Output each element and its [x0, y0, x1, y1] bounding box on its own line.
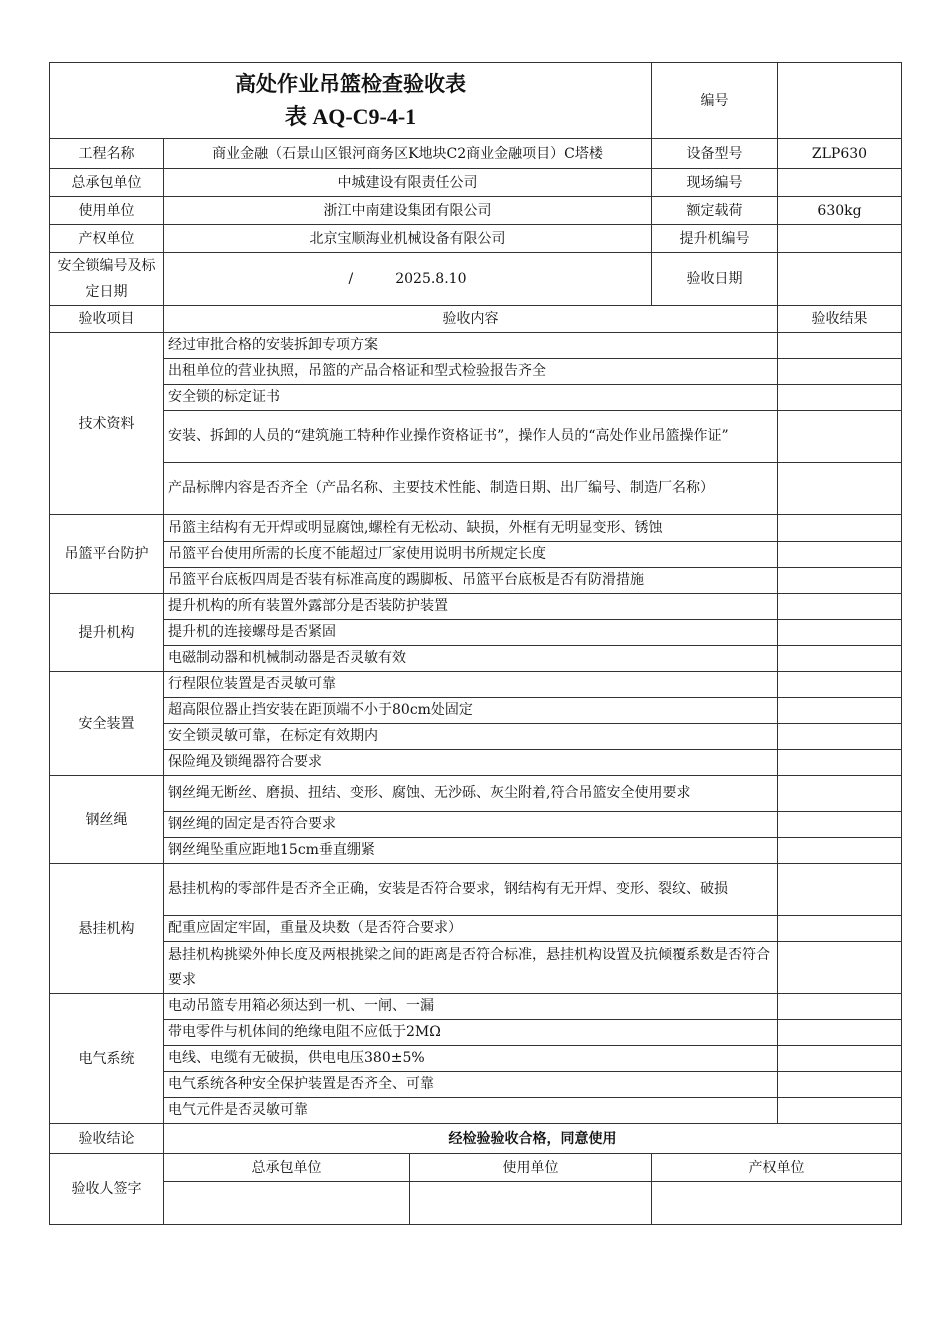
check-row	[50, 750, 902, 776]
column-header-item: 验收项目	[50, 306, 164, 333]
check-result-cell[interactable]	[778, 812, 902, 838]
check-row	[50, 542, 902, 568]
check-item-text: 产品标牌内容是否齐全（产品名称、主要技术性能、制造日期、出厂编号、制造厂名称）	[164, 463, 778, 515]
check-item-text: 吊篮平台底板四周是否装有标准高度的踢脚板、吊篮平台底板是否有防滑措施	[164, 568, 778, 594]
lock-label: 安全锁编号及标定日期	[50, 253, 164, 306]
check-result-cell[interactable]	[778, 864, 902, 916]
check-row	[50, 776, 902, 812]
check-result-cell[interactable]	[778, 1098, 902, 1124]
number-label: 编号	[652, 63, 778, 139]
check-item-text: 出租单位的营业执照，吊篮的产品合格证和型式检验报告齐全	[164, 359, 778, 385]
check-row	[50, 672, 902, 698]
check-row	[50, 838, 902, 864]
model-label: 设备型号	[652, 139, 778, 169]
check-item-text: 吊篮平台使用所需的长度不能超过厂家使用说明书所规定长度	[164, 542, 778, 568]
check-row	[50, 994, 902, 1020]
check-item-text: 钢丝绳坠重应距地15cm垂直绷紧	[164, 838, 778, 864]
check-row	[50, 463, 902, 515]
check-result-cell[interactable]	[778, 594, 902, 620]
section-name: 吊篮平台防护	[50, 515, 164, 594]
check-item-text: 电气元件是否灵敏可靠	[164, 1098, 778, 1124]
check-item-text: 钢丝绳无断丝、磨损、扭结、变形、腐蚀、无沙砾、灰尘附着,符合吊篮安全使用要求	[164, 776, 778, 812]
check-row	[50, 620, 902, 646]
check-result-cell[interactable]	[778, 620, 902, 646]
check-result-cell[interactable]	[778, 1020, 902, 1046]
check-item-text: 安全锁的标定证书	[164, 385, 778, 411]
hoist-no-value	[778, 225, 902, 253]
check-result-cell[interactable]	[778, 1072, 902, 1098]
accept-date-label: 验收日期	[652, 253, 778, 306]
project-value: 商业金融（石景山区银河商务区K地块C2商业金融项目）C塔楼	[164, 139, 652, 169]
check-row	[50, 594, 902, 620]
section-name: 电气系统	[50, 994, 164, 1124]
check-row	[50, 916, 902, 942]
check-row	[50, 385, 902, 411]
check-item-text: 配重应固定牢固，重量及块数（是否符合要求）	[164, 916, 778, 942]
check-row	[50, 812, 902, 838]
check-result-cell[interactable]	[778, 333, 902, 359]
column-header-content: 验收内容	[164, 306, 778, 333]
contractor-label: 总承包单位	[50, 169, 164, 197]
check-item-text: 超高限位器止挡安装在距顶端不小于80cm处固定	[164, 698, 778, 724]
check-row	[50, 568, 902, 594]
check-row	[50, 1020, 902, 1046]
check-row	[50, 698, 902, 724]
section-name: 安全装置	[50, 672, 164, 776]
signature-box-owner[interactable]	[652, 1182, 902, 1225]
signature-header-owner: 产权单位	[652, 1154, 902, 1182]
check-result-cell[interactable]	[778, 359, 902, 385]
check-result-cell[interactable]	[778, 646, 902, 672]
rated-load-value: 630kg	[778, 197, 902, 225]
site-no-value	[778, 169, 902, 197]
lock-calibration-date: 2025.8.10	[395, 271, 467, 287]
acceptance-form-table	[49, 62, 902, 1225]
model-value: ZLP630	[778, 139, 902, 169]
owner-label: 产权单位	[50, 225, 164, 253]
section-name: 提升机构	[50, 594, 164, 672]
check-item-text: 行程限位装置是否灵敏可靠	[164, 672, 778, 698]
accept-date-value	[778, 253, 902, 306]
signature-box-contractor[interactable]	[164, 1182, 410, 1225]
hoist-no-label: 提升机编号	[652, 225, 778, 253]
signature-label: 验收人签字	[50, 1154, 164, 1225]
lock-number-separator: /	[348, 271, 354, 287]
check-item-text: 保险绳及锁绳器符合要求	[164, 750, 778, 776]
check-result-cell[interactable]	[778, 916, 902, 942]
check-row	[50, 724, 902, 750]
check-row	[50, 646, 902, 672]
section-name: 技术资料	[50, 333, 164, 515]
section-name: 悬挂机构	[50, 864, 164, 994]
check-row	[50, 515, 902, 542]
check-item-text: 带电零件与机体间的绝缘电阻不应低于2MΩ	[164, 1020, 778, 1046]
check-result-cell[interactable]	[778, 838, 902, 864]
check-result-cell[interactable]	[778, 698, 902, 724]
check-item-text: 提升机构的所有装置外露部分是否装防护装置	[164, 594, 778, 620]
form-title: 高处作业吊篮检查验收表	[235, 71, 466, 96]
conclusion-label: 验收结论	[50, 1124, 164, 1154]
check-result-cell[interactable]	[778, 750, 902, 776]
form-title-cell	[50, 63, 652, 139]
form-code: 表 AQ-C9-4-1	[284, 103, 417, 129]
check-result-cell[interactable]	[778, 411, 902, 463]
contractor-value: 中城建设有限责任公司	[164, 169, 652, 197]
check-item-text: 提升机的连接螺母是否紧固	[164, 620, 778, 646]
inspection-sections	[50, 333, 902, 1124]
check-item-text: 安装、拆卸的人员的“建筑施工特种作业操作资格证书”，操作人员的“高处作业吊篮操作证”	[164, 411, 778, 463]
check-result-cell[interactable]	[778, 994, 902, 1020]
project-label: 工程名称	[50, 139, 164, 169]
column-header-result: 验收结果	[778, 306, 902, 333]
check-item-text: 电动吊篮专用箱必须达到一机、一闸、一漏	[164, 994, 778, 1020]
check-item-text: 电磁制动器和机械制动器是否灵敏有效	[164, 646, 778, 672]
check-row	[50, 359, 902, 385]
check-item-text: 安全锁灵敏可靠，在标定有效期内	[164, 724, 778, 750]
check-result-cell[interactable]	[778, 385, 902, 411]
check-item-text: 经过审批合格的安装拆卸专项方案	[164, 333, 778, 359]
check-item-text: 悬挂机构挑梁外伸长度及两根挑梁之间的距离是否符合标准，悬挂机构设置及抗倾覆系数是否符合要求	[164, 942, 778, 994]
check-item-text: 悬挂机构的零部件是否齐全正确，安装是否符合要求，钢结构有无开焊、变形、裂纹、破损	[164, 864, 778, 916]
check-item-text: 电气系统各种安全保护装置是否齐全、可靠	[164, 1072, 778, 1098]
check-result-cell[interactable]	[778, 672, 902, 698]
check-row	[50, 1098, 902, 1124]
check-result-cell[interactable]	[778, 542, 902, 568]
check-result-cell[interactable]	[778, 724, 902, 750]
check-item-text: 电线、电缆有无破损，供电电压380±5%	[164, 1046, 778, 1072]
check-row	[50, 1046, 902, 1072]
site-no-label: 现场编号	[652, 169, 778, 197]
owner-value: 北京宝顺海业机械设备有限公司	[164, 225, 652, 253]
check-result-cell[interactable]	[778, 1046, 902, 1072]
check-result-cell[interactable]	[778, 776, 902, 812]
rated-load-label: 额定载荷	[652, 197, 778, 225]
check-result-cell[interactable]	[778, 463, 902, 515]
user-label: 使用单位	[50, 197, 164, 225]
check-row	[50, 864, 902, 916]
conclusion-value: 经检验验收合格，同意使用	[164, 1124, 902, 1154]
check-result-cell[interactable]	[778, 942, 902, 994]
signature-box-user[interactable]	[410, 1182, 652, 1225]
check-result-cell[interactable]	[778, 568, 902, 594]
check-row	[50, 333, 902, 359]
signature-header-contractor: 总承包单位	[164, 1154, 410, 1182]
check-item-text: 吊篮主结构有无开焊或明显腐蚀,螺栓有无松动、缺损，外框有无明显变形、锈蚀	[164, 515, 778, 542]
check-row	[50, 942, 902, 994]
number-value	[778, 63, 902, 139]
check-row	[50, 411, 902, 463]
section-name: 钢丝绳	[50, 776, 164, 864]
signature-header-user: 使用单位	[410, 1154, 652, 1182]
user-value: 浙江中南建设集团有限公司	[164, 197, 652, 225]
check-row	[50, 1072, 902, 1098]
check-item-text: 钢丝绳的固定是否符合要求	[164, 812, 778, 838]
check-result-cell[interactable]	[778, 515, 902, 542]
lock-value	[164, 253, 652, 306]
